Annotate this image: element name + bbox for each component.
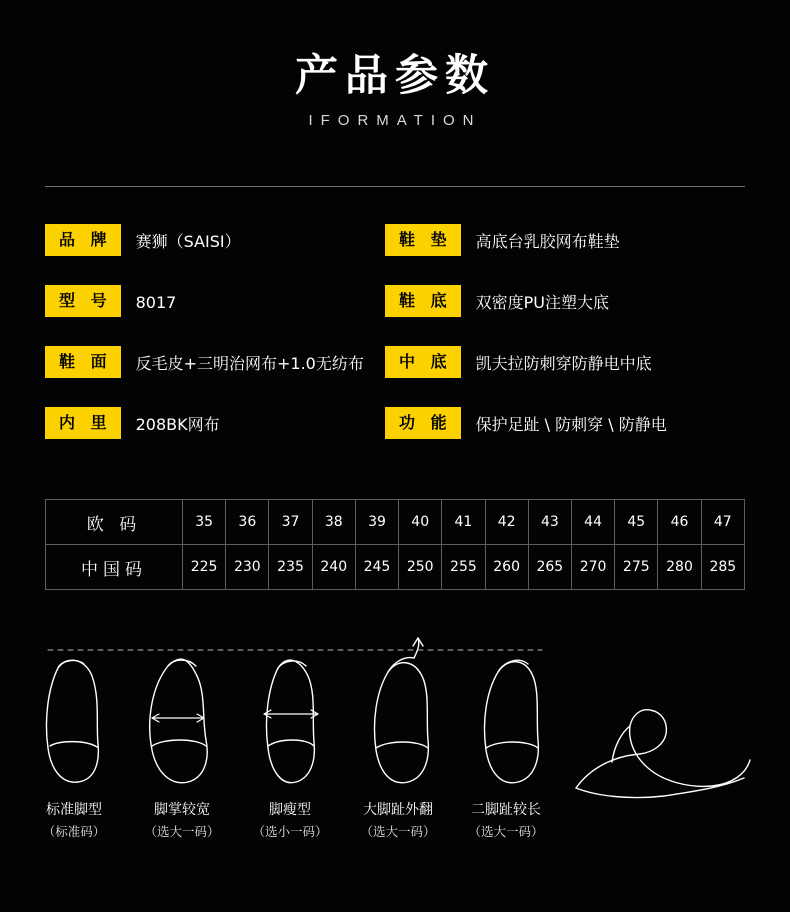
spec-label-model: 型 号 (45, 285, 121, 317)
foot-type-note: （标准码） (42, 823, 106, 839)
spec-row-brand (45, 222, 385, 283)
size-cell: 35 (183, 500, 226, 545)
size-cell: 240 (312, 545, 355, 590)
size-cell: 260 (485, 545, 528, 590)
size-cell: 41 (442, 500, 485, 545)
spec-value-lining: 208BK网布 (135, 415, 220, 434)
foot-type-name: 大脚趾外翻 (363, 802, 433, 818)
size-cell: 43 (528, 500, 571, 545)
foot-type-bunion (344, 800, 452, 841)
spec-row-lining (45, 405, 385, 466)
spec-row-midsole (385, 344, 745, 405)
spec-row-insole (385, 222, 745, 283)
foot-type-labels (20, 800, 560, 841)
foot-type-note: （选小一码） (252, 823, 328, 839)
foot-type-note: （选大一码） (468, 823, 544, 839)
spec-value-function: 保护足趾 \ 防刺穿 \ 防静电 (475, 415, 667, 434)
header-divider (45, 186, 745, 187)
size-cell: 250 (399, 545, 442, 590)
spec-grid (45, 222, 745, 466)
size-cell: 245 (355, 545, 398, 590)
size-row-head-eu: 欧 码 (46, 500, 183, 545)
spec-value-midsole: 凯夫拉防刺穿防静电中底 (475, 354, 652, 373)
spec-value-outsole: 双密度PU注塑大底 (475, 293, 609, 312)
foot-type-name: 二脚趾较长 (471, 802, 541, 818)
size-cell: 230 (226, 545, 269, 590)
foot-type-note: （选大一码） (360, 823, 436, 839)
foot-type-name: 标准脚型 (46, 802, 102, 818)
size-cell: 44 (571, 500, 614, 545)
foot-type-narrow (236, 800, 344, 841)
size-cell: 42 (485, 500, 528, 545)
size-cell: 46 (658, 500, 701, 545)
size-conversion-table (45, 499, 745, 590)
size-cell: 265 (528, 545, 571, 590)
size-cell: 235 (269, 545, 312, 590)
table-row (46, 500, 745, 545)
foot-type-name: 脚瘦型 (269, 802, 311, 818)
spec-row-model (45, 283, 385, 344)
size-cell: 36 (226, 500, 269, 545)
size-cell: 38 (312, 500, 355, 545)
spec-label-outsole: 鞋 底 (385, 285, 461, 317)
table-row (46, 545, 745, 590)
size-cell: 280 (658, 545, 701, 590)
size-cell: 45 (615, 500, 658, 545)
size-cell: 37 (269, 500, 312, 545)
size-cell: 225 (183, 545, 226, 590)
size-cell: 39 (355, 500, 398, 545)
spec-label-midsole: 中 底 (385, 346, 461, 378)
spec-value-brand: 赛狮（SAISI） (135, 232, 241, 251)
foot-type-wide (128, 800, 236, 841)
size-cell: 40 (399, 500, 442, 545)
size-cell: 285 (701, 545, 744, 590)
spec-label-lining: 内 里 (45, 407, 121, 439)
spec-label-function: 功 能 (385, 407, 461, 439)
spec-label-brand: 品 牌 (45, 224, 121, 256)
page-title: 产品参数 (295, 51, 495, 101)
spec-row-outsole (385, 283, 745, 344)
spec-label-upper: 鞋 面 (45, 346, 121, 378)
spec-label-insole: 鞋 垫 (385, 224, 461, 256)
foot-type-name: 脚掌较宽 (154, 802, 210, 818)
foot-type-standard (20, 800, 128, 841)
spec-value-model: 8017 (135, 293, 177, 312)
spec-row-function (385, 405, 745, 466)
spec-value-insole: 高底台乳胶网布鞋垫 (475, 232, 620, 251)
size-cell: 255 (442, 545, 485, 590)
spec-value-upper: 反毛皮+三明治网布+1.0无纺布 (135, 354, 364, 373)
size-cell: 275 (615, 545, 658, 590)
foot-type-long-second-toe (452, 800, 560, 841)
size-row-head-cn: 中国码 (46, 545, 183, 590)
page-subtitle: IFORMATION (308, 112, 482, 130)
size-cell: 270 (571, 545, 614, 590)
page-header (0, 0, 790, 129)
spec-row-upper (45, 344, 385, 405)
foot-type-note: （选大一码） (144, 823, 220, 839)
size-cell: 47 (701, 500, 744, 545)
